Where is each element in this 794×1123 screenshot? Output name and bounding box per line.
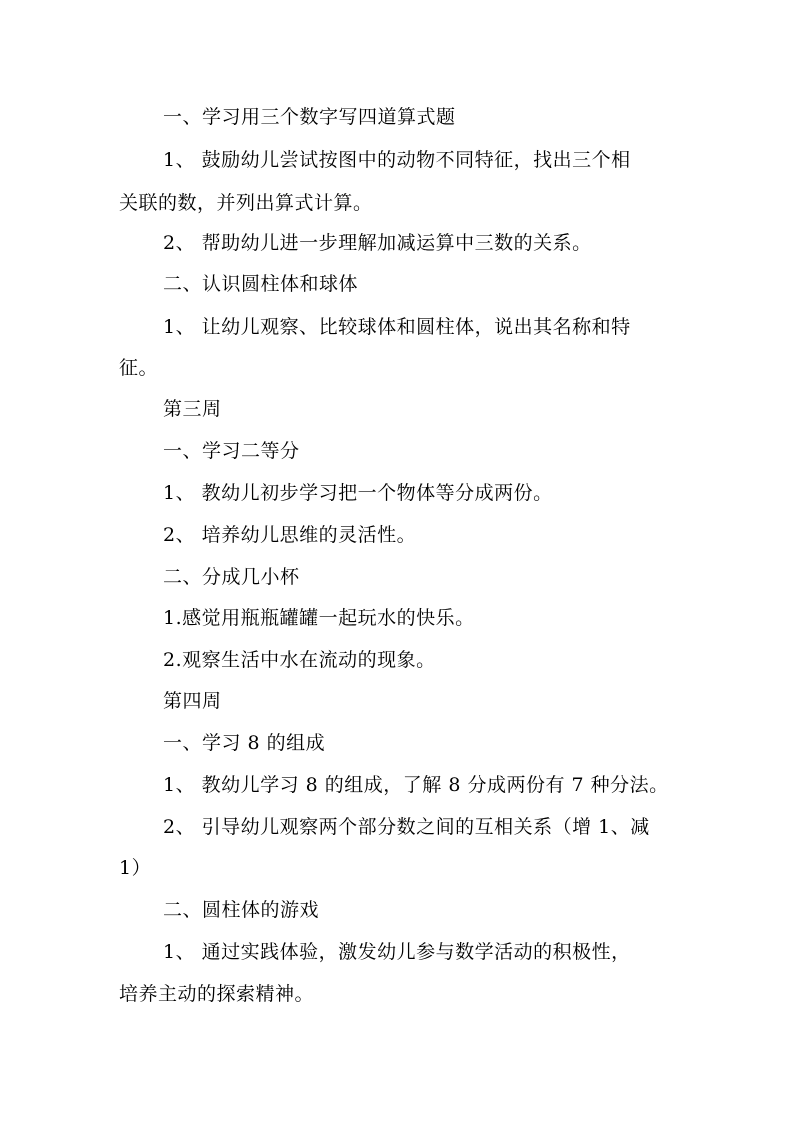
section-heading: 二、分成几小杯	[163, 566, 300, 588]
paragraph-line: 1、 教幼儿初步学习把一个物体等分成两份。	[163, 482, 553, 504]
paragraph-line: 培养主动的探索精神。	[119, 983, 315, 1005]
paragraph-line: 1）	[119, 857, 152, 879]
section-heading: 一、学习 8 的组成	[163, 732, 326, 754]
week-heading: 第四周	[163, 690, 222, 712]
paragraph-line: 2、 帮助幼儿进一步理解加减运算中三数的关系。	[163, 232, 592, 254]
section-heading: 二、圆柱体的游戏	[163, 899, 320, 921]
paragraph-line: 关联的数，并列出算式计算。	[119, 192, 373, 214]
paragraph-line: 1.感觉用瓶瓶罐罐一起玩水的快乐。	[163, 607, 475, 629]
paragraph-line: 1、 让幼儿观察、比较球体和圆柱体，说出其名称和特	[163, 316, 631, 338]
paragraph-line: 征。	[119, 357, 159, 379]
paragraph-line: 2、 引导幼儿观察两个部分数之间的互相关系（增 1、减	[163, 816, 650, 838]
paragraph-line: 2.观察生活中水在流动的现象。	[163, 649, 436, 671]
paragraph-line: 1、 通过实践体验，激发幼儿参与数学活动的积极性，	[163, 941, 631, 963]
paragraph-line: 1、 鼓励幼儿尝试按图中的动物不同特征，找出三个相	[163, 149, 631, 171]
paragraph-line: 1、 教幼儿学习 8 的组成，了解 8 分成两份有 7 种分法。	[163, 774, 669, 796]
week-heading: 第三周	[163, 398, 222, 420]
paragraph-line: 2、 培养幼儿思维的灵活性。	[163, 524, 417, 546]
section-heading: 二、认识圆柱体和球体	[163, 273, 359, 295]
section-heading: 一、学习用三个数字写四道算式题	[163, 106, 456, 128]
section-heading: 一、学习二等分	[163, 440, 300, 462]
